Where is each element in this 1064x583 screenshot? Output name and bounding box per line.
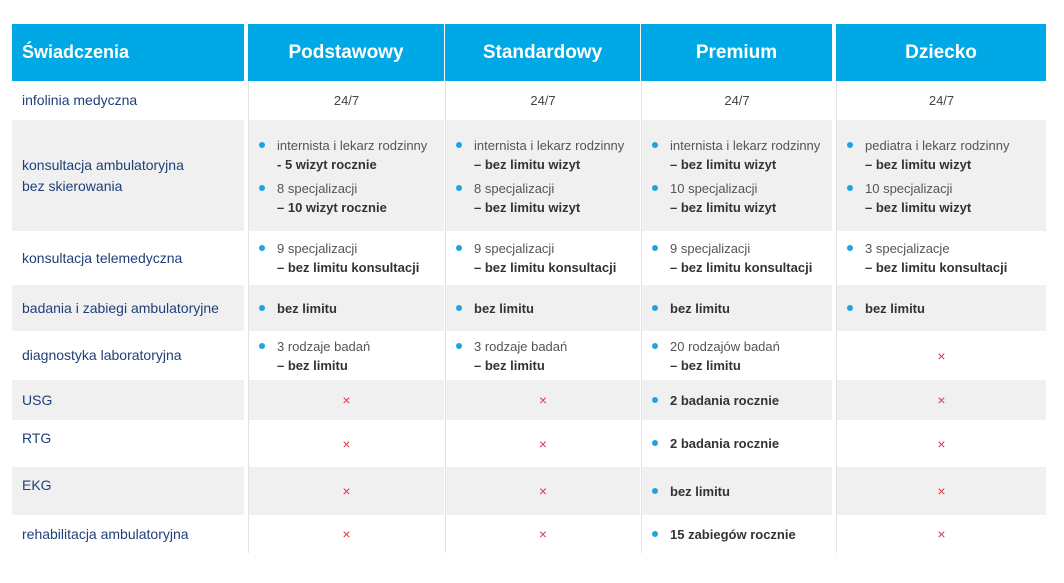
bullet-icon — [259, 245, 265, 251]
list-item: 3 specjalizacje – bez limitu konsultacji — [847, 239, 1040, 277]
table-row — [12, 285, 1046, 331]
bullet-icon — [259, 343, 265, 349]
header-plan-standard: Standardowy — [445, 24, 640, 81]
list-item: 20 rodzajów badań – bez limitu — [652, 337, 826, 375]
list-item: internista i lekarz rodzinny – bez limitu wizyt — [652, 136, 826, 174]
list-item: bez limitu — [847, 299, 1040, 318]
list-item: 8 specjalizacji – bez limitu wizyt — [456, 179, 634, 217]
bullet-icon — [259, 142, 265, 148]
bullet-icon — [456, 142, 462, 148]
row-label: rehabilitacja ambulatoryjna — [22, 525, 189, 542]
row-label: konsultacja telemedyczna — [22, 249, 183, 266]
cross-icon: × — [445, 420, 640, 467]
row-label-line: bez skierowania — [22, 177, 123, 194]
table-cell: 24/7 — [248, 81, 444, 120]
bullet-icon — [847, 245, 853, 251]
header-plan-premium: Premium — [641, 24, 832, 81]
bullet-icon — [456, 245, 462, 251]
table-cell — [248, 331, 444, 380]
list-item: 3 rodzaje badań – bez limitu — [259, 337, 438, 375]
cross-icon: × — [445, 380, 640, 420]
row-label: RTG — [22, 430, 52, 446]
table-cell — [836, 120, 1046, 231]
cross-icon: × — [836, 467, 1046, 515]
table-cell — [641, 420, 832, 467]
table-cell — [641, 380, 832, 420]
table-cell — [641, 467, 832, 515]
cross-icon: × — [445, 515, 640, 553]
bullet-icon — [652, 488, 658, 494]
bullet-icon — [259, 305, 265, 311]
bullet-icon — [456, 185, 462, 191]
table-cell — [445, 120, 640, 231]
table-row — [12, 120, 1046, 231]
table-row — [12, 331, 1046, 380]
table-cell — [641, 515, 832, 553]
list-item: bez limitu — [652, 482, 826, 501]
table-cell — [641, 120, 832, 231]
row-label: diagnostyka laboratoryjna — [22, 347, 182, 363]
table-cell: 24/7 — [641, 81, 832, 120]
bullet-icon — [259, 185, 265, 191]
table-cell — [445, 231, 640, 285]
row-label-line: konsultacja ambulatoryjna — [22, 156, 184, 173]
list-item: bez limitu — [456, 299, 634, 318]
bullet-icon — [456, 343, 462, 349]
table-cell — [248, 285, 444, 331]
list-item: 10 specjalizacji – bez limitu wizyt — [847, 179, 1040, 217]
bullet-icon — [652, 185, 658, 191]
bullet-icon — [847, 185, 853, 191]
table-cell — [836, 285, 1046, 331]
list-item: internista i lekarz rodzinny – bez limitu wizyt — [456, 136, 634, 174]
table-cell: 24/7 — [836, 81, 1046, 120]
list-item: 9 specjalizacji – bez limitu konsultacji — [259, 239, 438, 277]
bullet-icon — [456, 305, 462, 311]
table-cell — [836, 231, 1046, 285]
cross-icon: × — [248, 420, 444, 467]
header-benefits: Świadczenia — [12, 24, 244, 81]
table-row — [12, 81, 1046, 120]
header-plan-child: Dziecko — [836, 24, 1046, 81]
bullet-icon — [847, 142, 853, 148]
row-label: USG — [12, 380, 244, 420]
row-label: EKG — [12, 467, 244, 515]
list-item: internista i lekarz rodzinny - 5 wizyt rocznie — [259, 136, 438, 174]
list-item: 8 specjalizacji – 10 wizyt rocznie — [259, 179, 438, 217]
table-cell — [641, 331, 832, 380]
list-item: bez limitu — [652, 299, 826, 318]
table-cell: 24/7 — [445, 81, 640, 120]
row-label: badania i zabiegi ambulatoryjne — [12, 285, 244, 331]
bullet-icon — [652, 343, 658, 349]
cross-icon: × — [248, 380, 444, 420]
bullet-icon — [652, 245, 658, 251]
bullet-icon — [652, 440, 658, 446]
bullet-icon — [847, 305, 853, 311]
list-item: bez limitu — [259, 299, 438, 318]
table-row — [12, 515, 1046, 553]
list-item: pediatra i lekarz rodzinny – bez limitu wizyt — [847, 136, 1040, 174]
cross-icon: × — [836, 331, 1046, 380]
table-row — [12, 380, 1046, 420]
table-row — [12, 231, 1046, 285]
list-item: 2 badania rocznie — [652, 434, 826, 453]
cross-icon: × — [836, 380, 1046, 420]
row-label: infolinia medyczna — [22, 92, 138, 108]
bullet-icon — [652, 397, 658, 403]
table-cell — [641, 231, 832, 285]
table-row — [12, 420, 1046, 467]
table-cell — [248, 120, 444, 231]
table-cell — [641, 285, 832, 331]
list-item: 15 zabiegów rocznie — [652, 525, 826, 544]
bullet-icon — [652, 531, 658, 537]
table-cell — [445, 331, 640, 380]
table-cell — [248, 231, 444, 285]
table-cell — [445, 285, 640, 331]
bullet-icon — [652, 305, 658, 311]
list-item: 10 specjalizacji – bez limitu wizyt — [652, 179, 826, 217]
cross-icon: × — [248, 515, 444, 553]
cross-icon: × — [445, 467, 640, 515]
list-item: 9 specjalizacji – bez limitu konsultacji — [456, 239, 634, 277]
cross-icon: × — [248, 467, 444, 515]
bullet-icon — [652, 142, 658, 148]
header-plan-basic: Podstawowy — [248, 24, 444, 81]
list-item: 3 rodzaje badań – bez limitu — [456, 337, 634, 375]
row-label — [12, 120, 244, 231]
table-row — [12, 467, 1046, 515]
list-item: 2 badania rocznie — [652, 391, 826, 410]
cross-icon: × — [836, 515, 1046, 553]
list-item: 9 specjalizacji – bez limitu konsultacji — [652, 239, 826, 277]
cross-icon: × — [836, 420, 1046, 467]
